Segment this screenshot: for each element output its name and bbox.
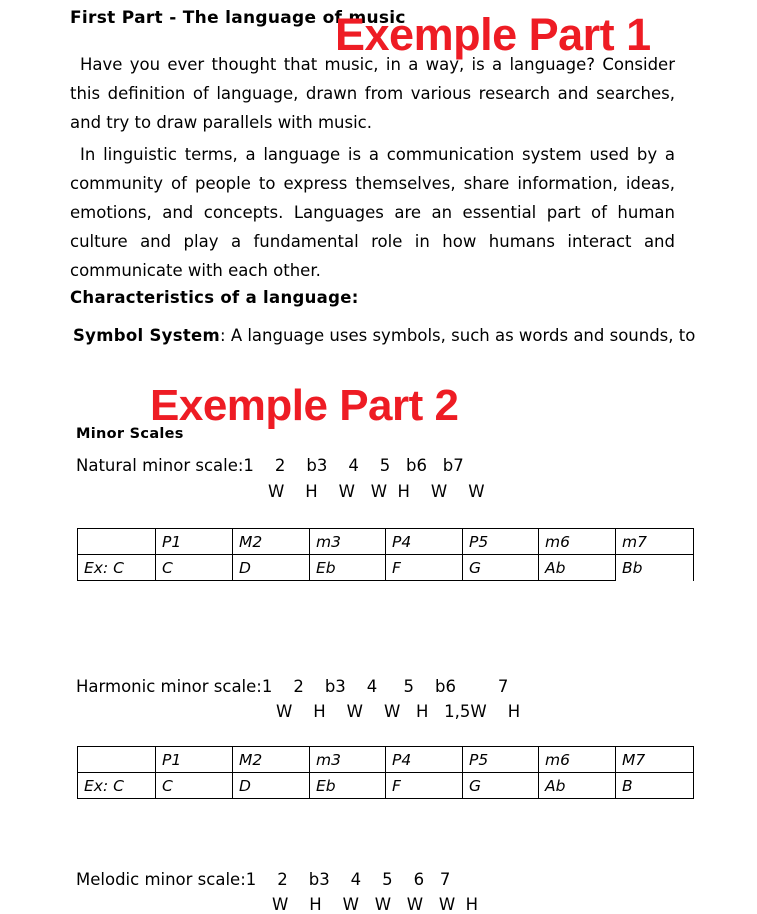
table-cell: G [463,555,539,581]
table-cell: G [463,773,539,799]
table-cell: m3 [310,747,386,773]
harmonic-minor-degrees: 1 2 b3 4 5 b6 7 [261,677,509,696]
table-cell: M7 [616,747,694,773]
table-cell: Ex: C [78,773,156,799]
annotation-stamp-part-2: Exemple Part 2 [150,381,459,430]
table-row [78,529,694,555]
table-cell: Ab [539,555,616,581]
table-cell: P5 [463,529,539,555]
table-cell: Ab [539,773,616,799]
natural-minor-steps: W H W W H W W [268,482,485,501]
minor-scales-heading: Minor Scales [76,426,184,442]
natural-minor-degrees-row [76,458,464,475]
table-cell: m6 [539,529,616,555]
characteristic-symbol-system [73,328,695,345]
natural-minor-degrees: 1 2 b3 4 5 b6 b7 [243,456,464,475]
table-cell: P4 [386,747,463,773]
natural-minor-table [77,528,694,581]
table-cell: P5 [463,747,539,773]
table-row [78,555,694,581]
harmonic-minor-table [77,746,694,799]
table-cell: Eb [310,555,386,581]
table-cell: P4 [386,529,463,555]
characteristic-term: Symbol System [73,326,221,345]
table-cell: D [233,555,310,581]
table-cell: m3 [310,529,386,555]
table-cell: D [233,773,310,799]
table-cell: P1 [156,747,233,773]
table-cell [78,529,156,555]
table-cell: Ex: C [78,555,156,581]
melodic-minor-degrees: 1 2 b3 4 5 6 7 [245,870,451,889]
harmonic-minor-steps: W H W W H 1,5W H [276,702,521,721]
annotation-stamp-part-1: Exemple Part 1 [335,9,651,60]
characteristic-description: : A language uses symbols, such as words and sounds, to [220,326,696,345]
melodic-minor-degrees-row [76,872,450,889]
harmonic-minor-label: Harmonic minor scale: [76,677,262,696]
table-cell: Eb [310,773,386,799]
table-cell: C [156,773,233,799]
characteristics-heading: Characteristics of a language: [70,288,359,307]
table-cell: Bb [616,555,694,581]
table-cell: m7 [616,529,694,555]
table-cell: F [386,555,463,581]
part1-paragraph-2-text: In linguistic terms, a language is a communication system used by a community of people to express themselves, share information, ideas, emotions, and concepts. Languages are an essential part of human culture and play a fundamental role in how humans interact and communicate with each other. [70,145,675,280]
table-row [78,747,694,773]
melodic-minor-steps: W H W W W W H [272,895,479,914]
table-cell: M2 [233,747,310,773]
table-cell: B [616,773,694,799]
table-cell: P1 [156,529,233,555]
table-cell: C [156,555,233,581]
table-row [78,773,694,799]
table-cell: F [386,773,463,799]
table-cell: m6 [539,747,616,773]
melodic-minor-label: Melodic minor scale: [76,870,246,889]
table-cell: M2 [233,529,310,555]
part1-paragraph-1 [70,50,675,137]
natural-minor-label: Natural minor scale: [76,456,244,475]
part1-paragraph-2 [70,140,675,285]
table-cell [78,747,156,773]
part1-heading: First Part - The language of music [70,8,406,28]
harmonic-minor-degrees-row [76,679,508,696]
part1-paragraph-1-text: Have you ever thought that music, in a way, is a language? Consider this definition of language, drawn from various research and searches, and try to draw parallels with music. [70,55,675,132]
